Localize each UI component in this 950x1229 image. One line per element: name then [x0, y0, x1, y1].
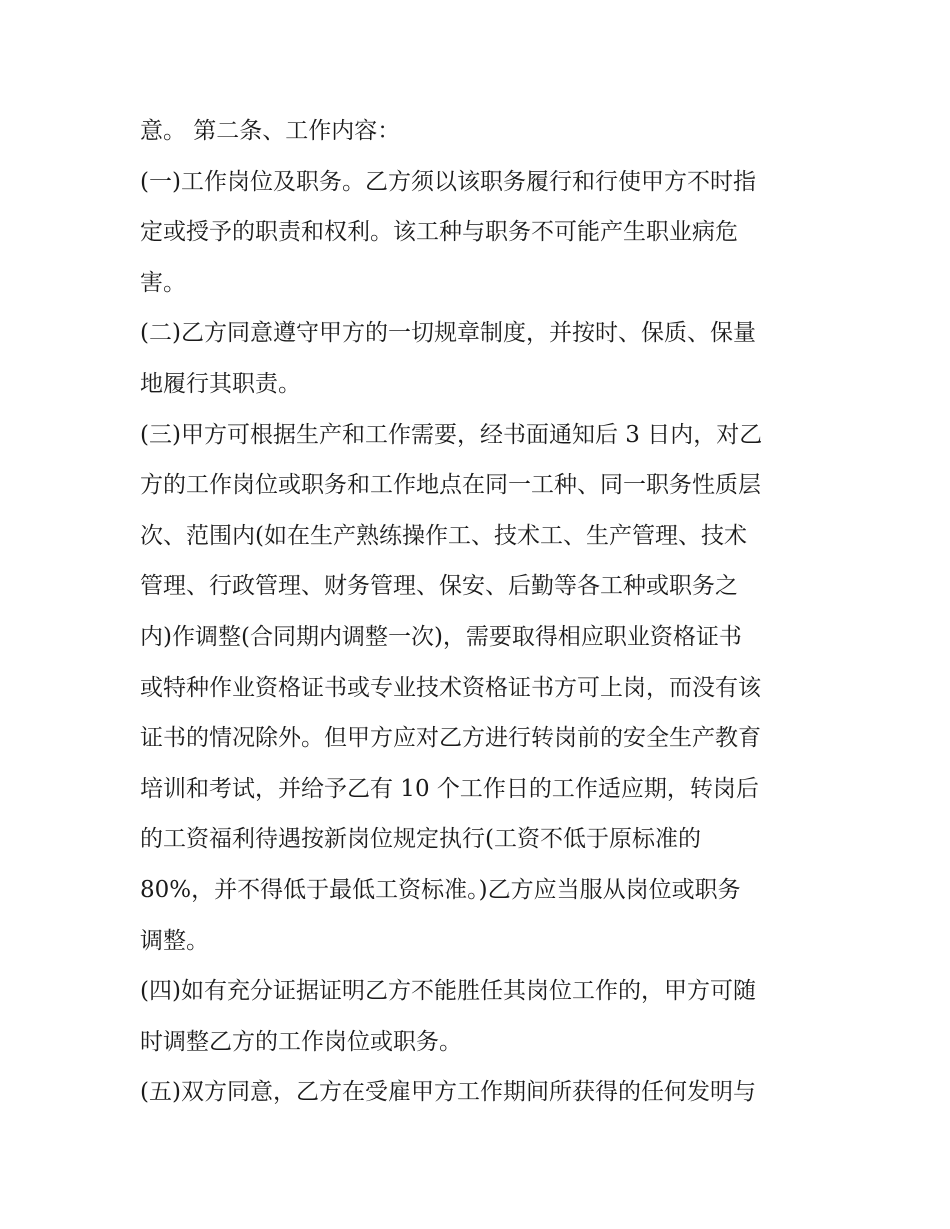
text-line: 意。 第二条、工作内容： — [140, 118, 401, 144]
text-line: 或特种作业资格证书或专业技术资格证书方可上岗，而没有该 — [140, 674, 761, 701]
text-line: 方的工作岗位或职务和工作地点在同一工种、同一职务性质层 — [140, 472, 761, 499]
text-line: 定或授予的职责和权利。该工种与职务不可能产生职业病危 — [140, 219, 738, 246]
text-line: 的工资福利待遇按新岗位规定执行(工资不低于原标准的 — [140, 826, 701, 853]
text-line: 证书的情况除外。但甲方应对乙方进行转岗前的安全生产教育 — [140, 725, 761, 752]
text-line: 时调整乙方的工作岗位或职务。 — [140, 1028, 462, 1055]
text-line: 地履行其职责。 — [140, 370, 301, 397]
text-line: 培训和考试，并给予乙有 10 个工作日的工作适应期，转岗后 — [140, 775, 759, 802]
text-line: (三)甲方可根据生产和工作需要，经书面通知后 3 日内，对乙 — [140, 421, 763, 448]
text-line: 害。 — [140, 269, 186, 296]
text-line: (二)乙方同意遵守甲方的一切规章制度，并按时、保质、保量 — [140, 320, 756, 347]
text-line: 调整。 — [140, 927, 209, 954]
text-line: 80%，并不得低于最低工资标准。)乙方应当服从岗位或职务 — [140, 876, 741, 903]
text-line: 内)作调整(合同期内调整一次)，需要取得相应职业资格证书 — [140, 623, 742, 650]
text-line: (四)如有充分证据证明乙方不能胜任其岗位工作的，甲方可随 — [140, 978, 756, 1005]
document-body — [140, 106, 820, 1118]
text-line: (一)工作岗位及职务。乙方须以该职务履行和行使甲方不时指 — [140, 168, 756, 195]
text-line: (五)双方同意，乙方在受雇甲方工作期间所获得的任何发明与 — [140, 1079, 756, 1106]
text-line: 次、范围内(如在生产熟练操作工、技术工、生产管理、技术 — [140, 522, 747, 549]
text-line: 管理、行政管理、财务管理、保安、后勤等各工种或职务之 — [140, 573, 738, 600]
